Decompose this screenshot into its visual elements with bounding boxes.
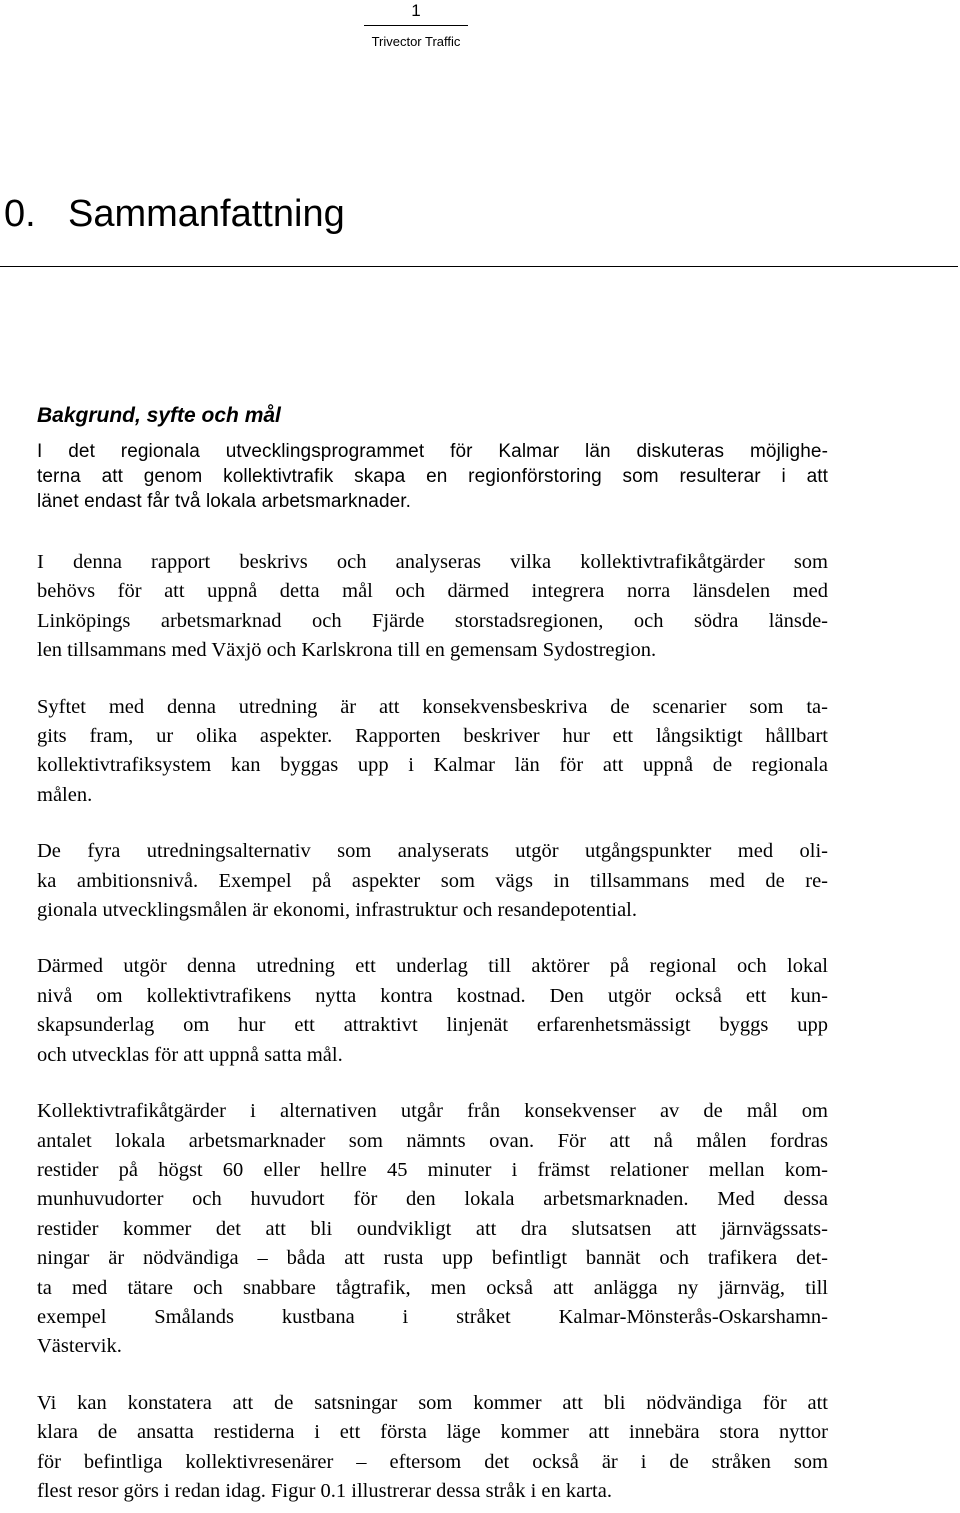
paragraph-line: I denna rapport beskrivs och analyseras vilka kollektivtrafikåtgärder som xyxy=(37,551,828,573)
paragraph-line: terna att genom kollektivtrafik skapa en regionförstoring som resulterar i att xyxy=(37,466,828,487)
paragraph-line: Västervik. xyxy=(37,1335,122,1358)
paragraph-alternatives xyxy=(37,837,828,925)
paragraph-line: behövs för att uppnå detta mål och därmed integrera norra länsdelen med xyxy=(37,580,828,603)
paragraph-line: klara de ansatta restiderna i ett första läge kommer att innebära stora nyttor xyxy=(37,1421,828,1444)
section-heading: Bakgrund, syfte och mål xyxy=(37,404,281,427)
paragraph-line: gionala utvecklingsmålen är ekonomi, infrastruktur och resandepotential. xyxy=(37,899,638,922)
paragraph-line: De fyra utredningsalternativ som analyserats utgör utgångspunkter med oli- xyxy=(37,840,828,863)
chapter-title-text: Sammanfattning xyxy=(68,193,345,235)
header-company-name: Trivector Traffic xyxy=(371,34,461,49)
paragraph-line: Vi kan konstatera att de satsningar som kommer att bli nödvändiga för att xyxy=(37,1391,828,1414)
paragraph-report-scope xyxy=(37,548,828,666)
paragraph-line: I det regionala utvecklingsprogrammet för Kalmar län diskuteras möjlighe- xyxy=(37,441,828,462)
page-header xyxy=(364,0,468,50)
paragraph-line: länet endast får två lokala arbetsmarknader. xyxy=(37,491,412,512)
page-number: 1 xyxy=(411,1,421,20)
paragraph-line: kollektivtrafiksystem kan byggas upp i Kalmar län för att uppnå de regionala xyxy=(37,754,828,777)
paragraph-measures xyxy=(37,1097,828,1362)
paragraph-background xyxy=(37,439,828,514)
paragraph-line: exempel Smålands kustbana i stråket Kalmar-Mönsterås-Oskarshamn- xyxy=(37,1305,828,1328)
paragraph-line: Syftet med denna utredning är att konsekvensbeskriva de scenarier som ta- xyxy=(37,695,828,718)
chapter-title xyxy=(0,190,345,238)
paragraph-line: restider på högst 60 eller hellre 45 minuter i främst relationer mellan kom- xyxy=(37,1158,828,1181)
chapter-divider xyxy=(0,266,958,267)
header-divider xyxy=(364,25,468,26)
paragraph-line: antalet lokala arbetsmarknader som nämnts ovan. För att nå målen fordras xyxy=(37,1129,828,1152)
paragraph-conclusion xyxy=(37,1389,828,1507)
paragraph-line: skapsunderlag om hur ett attraktivt linjenät erfarenhetsmässigt byggs upp xyxy=(37,1014,828,1037)
document-body xyxy=(37,439,828,1506)
paragraph-line: gits fram, ur olika aspekter. Rapporten beskriver hur ett långsiktigt hållbart xyxy=(37,725,828,748)
paragraph-line: restider kommer det att bli oundvikligt att dra slutsatsen att järnvägssats- xyxy=(37,1217,828,1240)
paragraph-line: målen. xyxy=(37,783,93,806)
paragraph-purpose xyxy=(37,693,828,811)
paragraph-line: Linköpings arbetsmarknad och Fjärde storstadsregionen, och södra länsde- xyxy=(37,609,828,632)
paragraph-line: nivå om kollektivtrafikens nytta kontra kostnad. Den utgör också ett kun- xyxy=(37,984,828,1007)
paragraph-line: Därmed utgör denna utredning ett underlag till aktörer på regional och lokal xyxy=(37,955,828,978)
paragraph-line: len tillsammans med Växjö och Karlskrona till en gemensam Sydostregion. xyxy=(37,639,657,662)
chapter-number: 0. xyxy=(4,193,36,235)
paragraph-line: för befintliga kollektivresenärer – eftersom det också är i de stråken som xyxy=(37,1450,828,1473)
paragraph-line: och utvecklas för att uppnå satta mål. xyxy=(37,1043,343,1066)
paragraph-line: ka ambitionsnivå. Exempel på aspekter som vägs in tillsammans med de re- xyxy=(37,869,828,892)
paragraph-decision-basis xyxy=(37,952,828,1070)
paragraph-line: flest resor görs i redan idag. Figur 0.1 illustrerar dessa stråk i en karta. xyxy=(37,1479,612,1502)
paragraph-line: munhuvudorter och huvudort för den lokala arbetsmarknaden. Med dessa xyxy=(37,1188,828,1211)
paragraph-line: ningar är nödvändiga – båda att rusta upp befintligt bannät och trafikera det- xyxy=(37,1247,828,1270)
paragraph-line: ta med tätare och snabbare tågtrafik, men också att anlägga ny järnväg, till xyxy=(37,1276,828,1299)
paragraph-line: Kollektivtrafikåtgärder i alternativen utgår från konsekvenser av de mål om xyxy=(37,1100,828,1123)
